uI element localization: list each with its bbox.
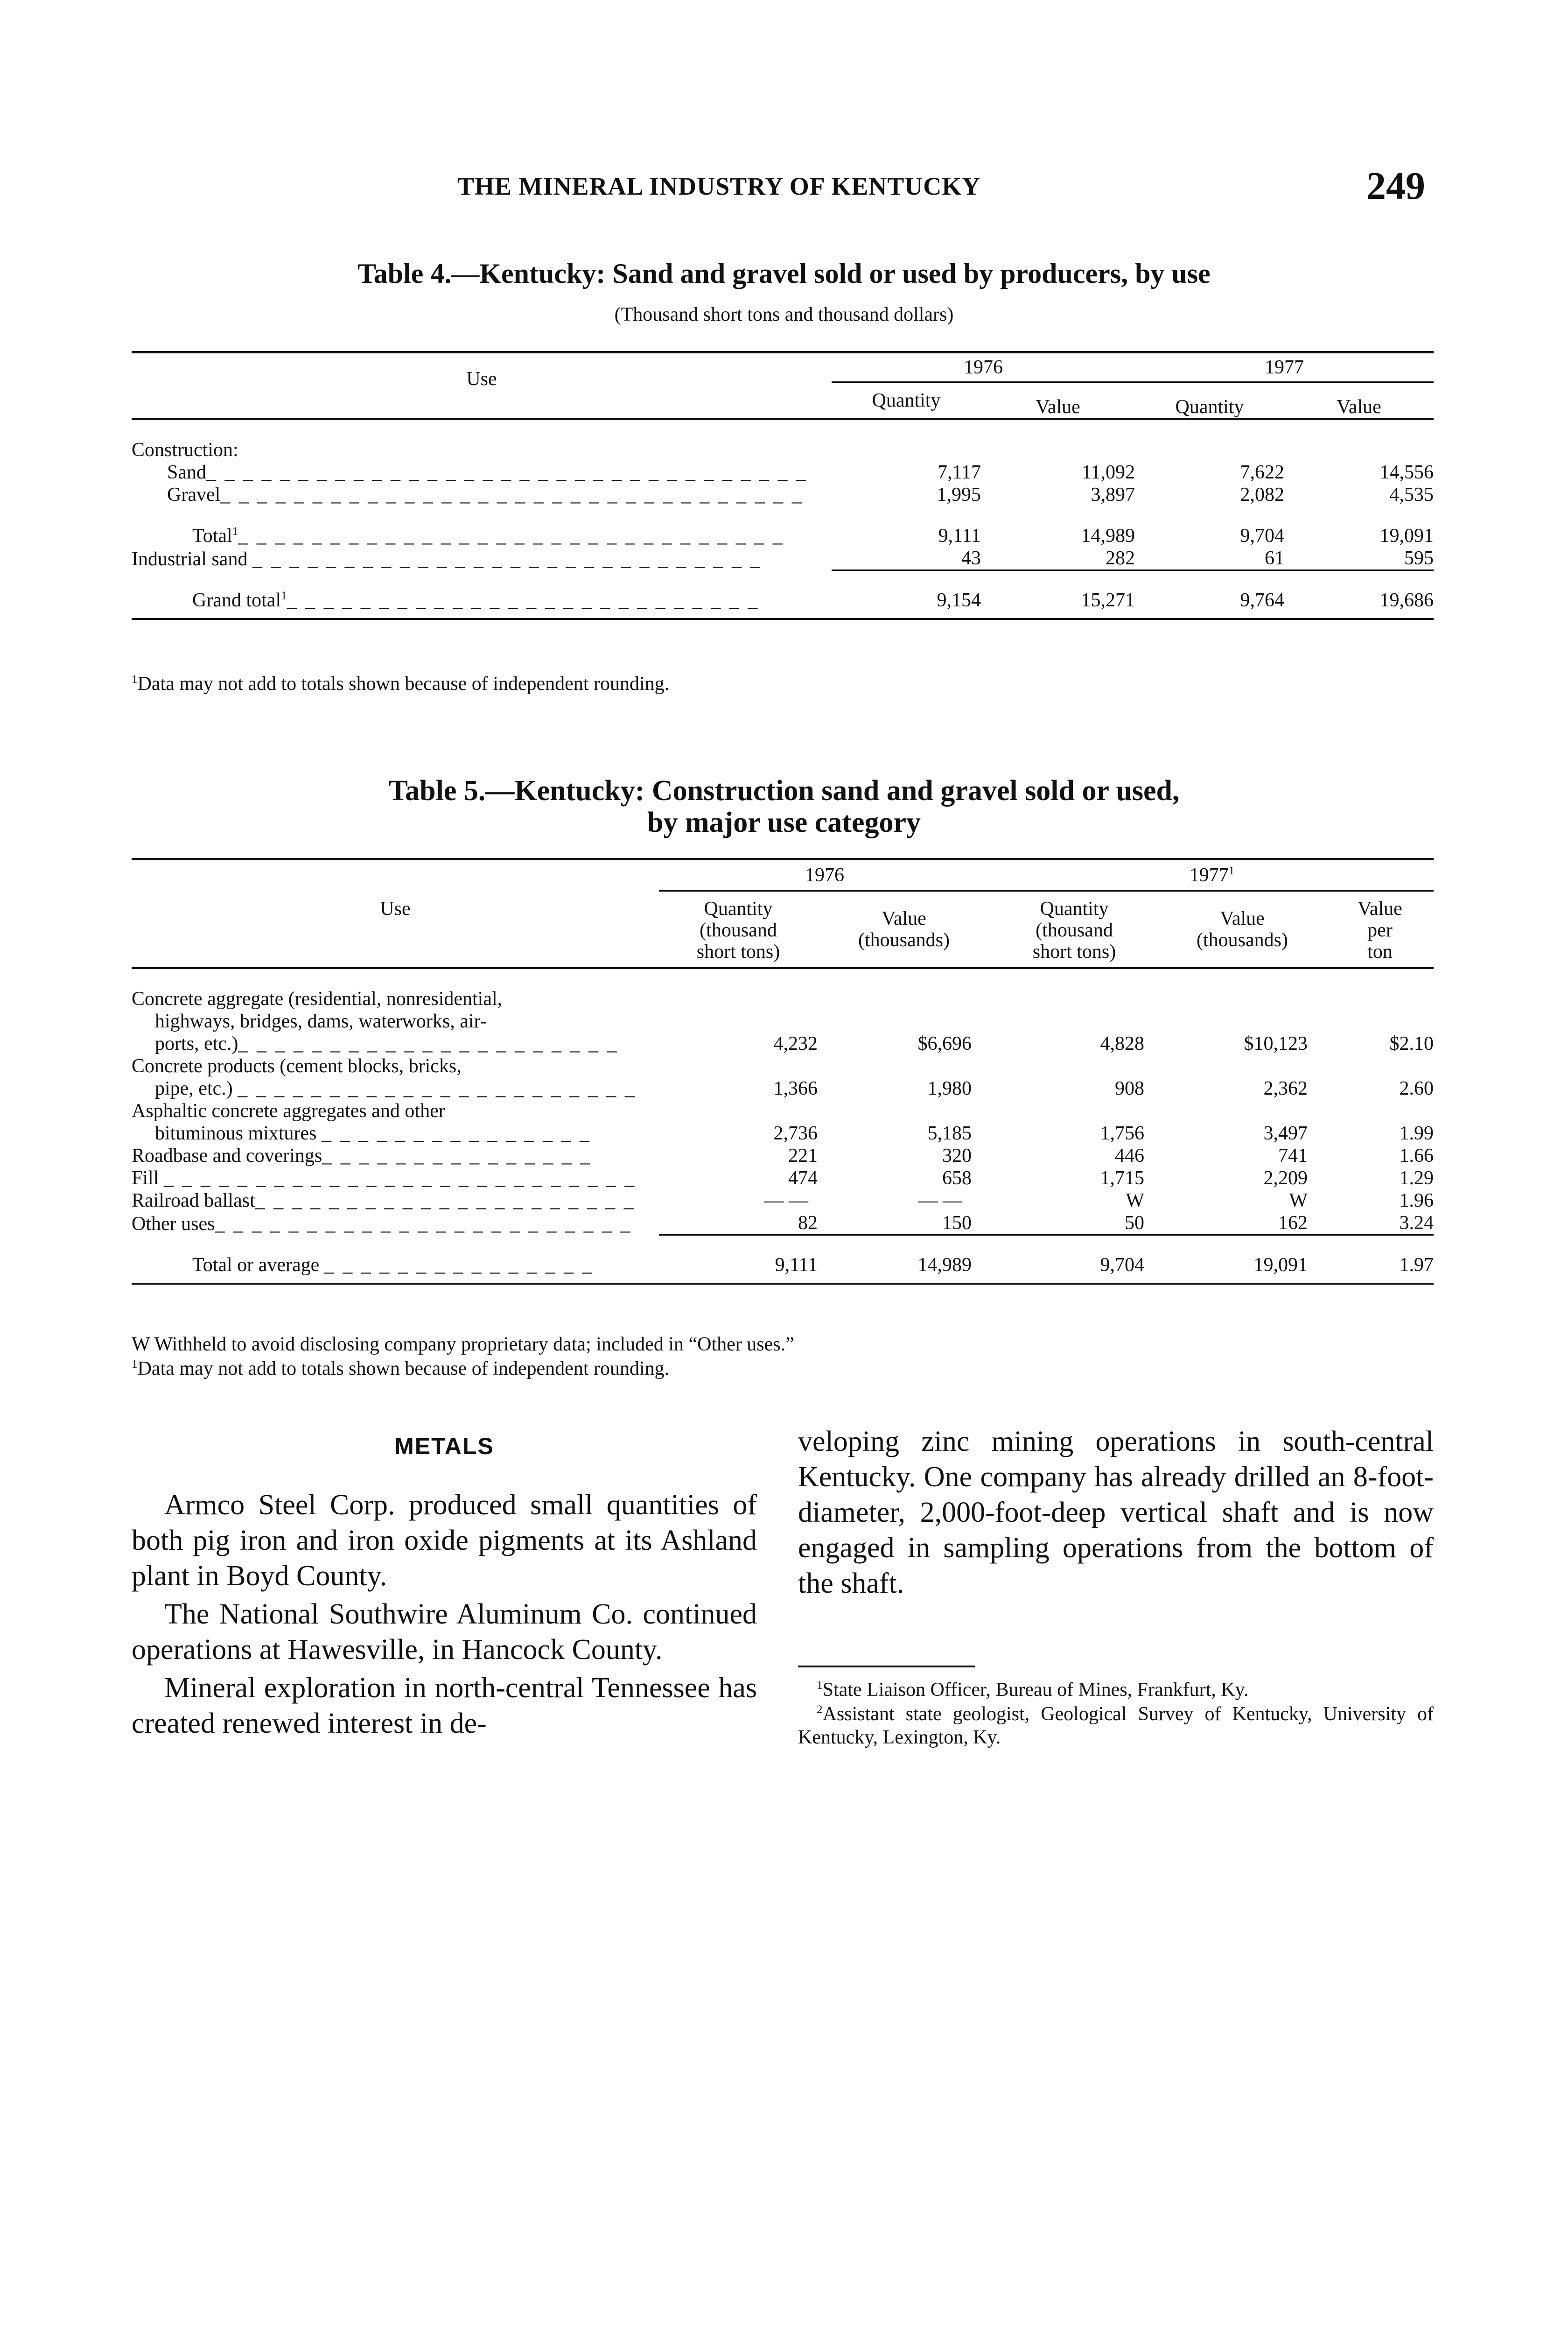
cell: 162 bbox=[1158, 1212, 1326, 1235]
cell: — — bbox=[764, 1190, 808, 1211]
row-label: Roadbase and coverings bbox=[132, 1145, 322, 1167]
table4-year-1976: 1976 bbox=[832, 352, 1135, 382]
footnote-mark: 1 bbox=[1228, 865, 1235, 877]
footnote-mark: 1 bbox=[281, 589, 287, 602]
cell: 14,989 bbox=[818, 1235, 990, 1284]
cell: 9,111 bbox=[659, 1235, 818, 1284]
table-row: Total$^1$_ _ _ _ _ _ _ _ _ _ _ _ _ _ _ _ _ _ _ _ _ _ _ _ _ _ _ _ _ _ 9,111 14,989 9,704 19,091 bbox=[132, 506, 1434, 547]
cell: 3,497 bbox=[1263, 1123, 1308, 1144]
row-label: Fill bbox=[132, 1167, 159, 1189]
table5-title-line2: by major use category bbox=[647, 807, 921, 838]
table5-year-1977: 1977$^1$ bbox=[990, 859, 1434, 891]
row-label: Industrial sand bbox=[132, 548, 248, 570]
cell: 5,185 bbox=[927, 1123, 972, 1144]
table-row: Asphaltic concrete aggregates and other bituminous mixtures _ _ _ _ _ _ _ _ _ _ _ _ _ _ _ 2,736 5,185 1,756 3,497 1.99 bbox=[132, 1100, 1434, 1144]
table4-col-value: Value bbox=[1284, 382, 1434, 420]
cell: 1,995 bbox=[937, 484, 981, 506]
cell: 19,091 bbox=[1158, 1235, 1326, 1284]
cell: 9,764 bbox=[1135, 570, 1284, 619]
cell: 221 bbox=[788, 1145, 818, 1167]
table5-footnote-withheld: W Withheld to avoid disclosing company proprietary data; included in “Other uses.” bbox=[132, 1334, 794, 1355]
table4-section-label: Construction: bbox=[132, 439, 238, 461]
cell: 43 bbox=[832, 547, 981, 570]
cell: 3,897 bbox=[1091, 484, 1135, 506]
cell: $10,123 bbox=[1244, 1033, 1308, 1055]
cell: 1,980 bbox=[927, 1078, 972, 1099]
text-column-right bbox=[798, 1424, 1434, 1604]
footnote-divider bbox=[798, 1666, 975, 1667]
table-row: Fill _ _ _ _ _ _ _ _ _ _ _ _ _ _ _ _ _ _ _ _ _ _ _ _ _ _ 474 658 1,715 2,209 1.29 bbox=[132, 1167, 1434, 1189]
table-row: Concrete aggregate (residential, nonresidential, highways, bridges, dams, waterworks, air- ports, etc.)_ _ _ _ _ _ _ _ _ _ _ _ _ _ _ _ _ _ _ _ _ 4,232 $6,696 4,828 $10,123 $2.10 bbox=[132, 968, 1434, 1055]
table5-col-quantity-1977: Quantity (thousand short tons) bbox=[990, 891, 1158, 969]
row-label: ports, etc.) bbox=[155, 1033, 238, 1055]
cell: 9,704 bbox=[990, 1235, 1158, 1284]
cell: 4,828 bbox=[1100, 1033, 1144, 1055]
cell: 9,704 bbox=[1240, 525, 1284, 547]
row-label: Gravel bbox=[167, 484, 221, 506]
page-number: 249 bbox=[1366, 164, 1425, 208]
cell: 7,117 bbox=[938, 462, 981, 483]
running-head: THE MINERAL INDUSTRY OF KENTUCKY bbox=[457, 172, 981, 200]
table4-footnote bbox=[132, 672, 669, 696]
row-label: Other uses bbox=[132, 1213, 215, 1235]
table5-col-quantity-1976: Quantity (thousand short tons) bbox=[659, 891, 818, 969]
cell: 2,362 bbox=[1263, 1078, 1308, 1099]
cell: 1,366 bbox=[773, 1078, 818, 1099]
cell: 2,736 bbox=[773, 1123, 818, 1144]
cell: 9,111 bbox=[938, 525, 981, 547]
row-label: Railroad ballast bbox=[132, 1190, 255, 1211]
cell: 50 bbox=[990, 1212, 1158, 1235]
paragraph: Mineral exploration in north-central Tennessee has created renewed interest in de- bbox=[132, 1672, 757, 1739]
row-label: highways, bridges, dams, waterworks, air- bbox=[155, 1011, 487, 1032]
cell: 908 bbox=[1115, 1078, 1144, 1099]
table4 bbox=[132, 351, 1434, 620]
cell: 4,232 bbox=[773, 1033, 818, 1055]
cell: 7,622 bbox=[1240, 462, 1284, 483]
table-row: Railroad ballast_ _ _ _ _ _ _ _ _ _ _ _ _ _ _ _ _ _ _ _ _ — — — — W W 1.96 bbox=[132, 1190, 1434, 1211]
table5 bbox=[132, 858, 1434, 1285]
cell: 1.99 bbox=[1399, 1123, 1434, 1144]
cell: 3.24 bbox=[1326, 1212, 1434, 1235]
cell: 2.60 bbox=[1399, 1078, 1434, 1099]
row-label: Concrete aggregate (residential, nonresidential, bbox=[132, 988, 503, 1010]
cell: 11,092 bbox=[1082, 462, 1135, 483]
cell: 595 bbox=[1284, 547, 1434, 570]
table5-footnote-rounding bbox=[132, 1357, 669, 1380]
cell: 282 bbox=[981, 547, 1135, 570]
cell: 1.96 bbox=[1399, 1190, 1434, 1211]
footnote-mark: 1 bbox=[232, 525, 238, 538]
cell: 320 bbox=[942, 1145, 972, 1167]
table4-col-quantity: Quantity bbox=[1135, 382, 1284, 420]
table-row: Sand_ _ _ _ _ _ _ _ _ _ _ _ _ _ _ _ _ _ _ _ _ _ _ _ _ _ _ _ _ _ _ _ _ 7,117 11,092 7,622 14,556 bbox=[167, 462, 1434, 483]
cell: 2,209 bbox=[1263, 1167, 1308, 1189]
row-label: Concrete products (cement blocks, bricks, bbox=[132, 1055, 462, 1077]
table-row: Other uses_ _ _ _ _ _ _ _ _ _ _ _ _ _ _ _ _ _ _ _ _ _ _ 82 150 50 162 3.24 bbox=[132, 1212, 1434, 1235]
cell: 1,756 bbox=[1100, 1123, 1144, 1144]
table-row: Total or average _ _ _ _ _ _ _ _ _ _ _ _ _ _ _ 9,111 14,989 9,704 19,091 1.97 bbox=[132, 1235, 1434, 1284]
cell: 658 bbox=[942, 1167, 972, 1189]
cell: 82 bbox=[659, 1212, 818, 1235]
table5-year-1976: 1976 bbox=[659, 859, 990, 891]
table-row: Industrial sand _ _ _ _ _ _ _ _ _ _ _ _ _ _ _ _ _ _ _ _ _ _ _ _ _ _ _ _ 43 282 61 595 bbox=[132, 548, 1434, 570]
table4-title: Table 4.—Kentucky: Sand and gravel sold or used by producers, by use bbox=[357, 258, 1211, 289]
cell: 150 bbox=[818, 1212, 990, 1235]
row-label: bituminous mixtures bbox=[155, 1123, 317, 1144]
row-label: Grand total bbox=[192, 589, 281, 611]
author-footnote: $^1$State Liaison Officer, Bureau of Mines, Frankfurt, Ky. bbox=[817, 1679, 1249, 1701]
table-row: Grand total$^1$_ _ _ _ _ _ _ _ _ _ _ _ _ _ _ _ _ _ _ _ _ _ _ _ _ _ 9,154 15,271 9,764 19,686 bbox=[132, 570, 1434, 619]
cell: 741 bbox=[1278, 1145, 1308, 1167]
table-row: Roadbase and coverings_ _ _ _ _ _ _ _ _ _ _ _ _ _ _ 221 320 446 741 1.66 bbox=[132, 1145, 1434, 1167]
cell: 9,154 bbox=[832, 570, 981, 619]
cell: 474 bbox=[788, 1167, 818, 1189]
cell: $2.10 bbox=[1389, 1033, 1434, 1055]
cell: 19,686 bbox=[1284, 570, 1434, 619]
paragraph-continued: veloping zinc mining operations in south-central Kentucky. One company has already drilled an 8-foot-diameter, 2,000-foot-deep vertical shaft and is now engaged in sampling operations from the bottom of the shaft. bbox=[798, 1426, 1434, 1599]
text-column-left bbox=[132, 1428, 757, 1744]
table4-year-1977: 1977 bbox=[1135, 352, 1434, 382]
paragraph: The National Southwire Aluminum Co. continued operations at Hawesville, in Hancock County. bbox=[132, 1598, 757, 1666]
cell: 1.97 bbox=[1326, 1235, 1434, 1284]
table-row: Concrete products (cement blocks, bricks, pipe, etc.) _ _ _ _ _ _ _ _ _ _ _ _ _ _ _ _ _ _ _ _ _ _ 1,366 1,980 908 2,362 2.60 bbox=[132, 1055, 1434, 1099]
cell: 446 bbox=[1115, 1145, 1144, 1167]
footnote-text: Data may not add to totals shown because of independent rounding. bbox=[137, 673, 670, 695]
table4-col-quantity: Quantity bbox=[832, 382, 981, 420]
cell: 14,556 bbox=[1379, 462, 1434, 483]
cell: 15,271 bbox=[981, 570, 1135, 619]
row-label: Total bbox=[192, 525, 232, 547]
table5-title-line1: Table 5.—Kentucky: Construction sand and gravel sold or used, bbox=[388, 775, 1180, 807]
table5-col-value-per-ton: Value per ton bbox=[1326, 891, 1434, 969]
cell: 1.29 bbox=[1399, 1167, 1434, 1189]
footnote-mark: 1 bbox=[132, 1358, 138, 1371]
cell: — — bbox=[918, 1190, 962, 1211]
table-row: Gravel_ _ _ _ _ _ _ _ _ _ _ _ _ _ _ _ _ _ _ _ _ _ _ _ _ _ _ _ _ _ _ _ 1,995 3,897 2,082 4,535 bbox=[167, 484, 1434, 506]
author-footnote: $^2$Assistant state geologist, Geological Survey of Kentucky, University of Kentucky, Lexington, Ky. bbox=[798, 1703, 1434, 1748]
row-label: Sand bbox=[167, 462, 206, 483]
row-label: Asphaltic concrete aggregates and other bbox=[132, 1100, 445, 1122]
row-label: pipe, etc.) bbox=[155, 1078, 233, 1099]
cell: 1,715 bbox=[1100, 1167, 1144, 1189]
cell: 61 bbox=[1135, 547, 1284, 570]
cell: W bbox=[1289, 1190, 1308, 1211]
cell: 2,082 bbox=[1240, 484, 1284, 506]
table4-col-use: Use bbox=[132, 352, 832, 420]
table4-subtitle: (Thousand short tons and thousand dollars) bbox=[614, 304, 954, 325]
cell: $6,696 bbox=[917, 1033, 972, 1055]
paragraph: Armco Steel Corp. produced small quantities of both pig iron and iron oxide pigments at its Ashland plant in Boyd County. bbox=[132, 1489, 757, 1592]
cell: 1.66 bbox=[1399, 1145, 1434, 1167]
footnote-text: Data may not add to totals shown because of independent rounding. bbox=[137, 1358, 670, 1379]
cell: W bbox=[1126, 1190, 1144, 1211]
cell: 4,535 bbox=[1389, 484, 1434, 506]
footnote-mark: 1 bbox=[132, 673, 138, 686]
table5-title bbox=[177, 775, 1391, 838]
row-label: Total or average bbox=[192, 1254, 320, 1276]
section-heading: METALS bbox=[394, 1433, 494, 1459]
cell: 14,989 bbox=[1081, 525, 1135, 547]
table4-col-value: Value bbox=[981, 382, 1135, 420]
cell: 19,091 bbox=[1379, 525, 1434, 547]
table5-col-value-1977: Value (thousands) bbox=[1158, 891, 1326, 969]
table5-col-use: Use bbox=[132, 859, 659, 969]
table5-col-value-1976: Value (thousands) bbox=[818, 891, 990, 969]
